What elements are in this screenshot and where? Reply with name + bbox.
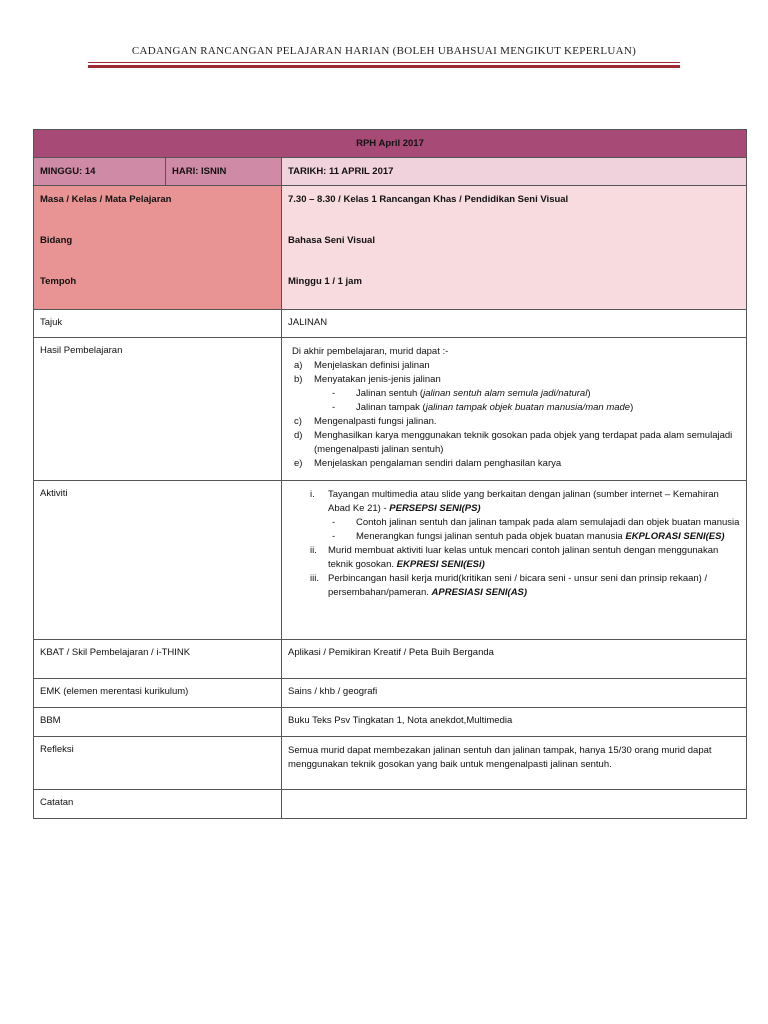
header-rule-thick [88,65,680,68]
tajuk-value: JALINAN [282,310,747,338]
catatan-label: Catatan [34,790,282,819]
band-title: RPH April 2017 [34,130,747,158]
minggu-cell: MINGGU: 14 [34,158,166,186]
hasil-label: Hasil Pembelajaran [34,338,282,481]
objective-item: b) Menyatakan jenis-jenis jalinan [294,374,441,385]
bbm-value: Buku Teks Psv Tingkatan 1, Nota anekdot,Multimedia [282,708,747,737]
refleksi-row [34,737,747,790]
objective-item: d) Menghasilkan karya menggunakan teknik gosokan pada objek yang terdapat pada alam semulajadi (mengenalpasti jalinan sentuh) [294,430,733,455]
tempoh-label: Tempoh [40,276,77,287]
bidang-label: Bidang [40,235,73,246]
hari-cell: HARI: ISNIN [166,158,282,186]
tajuk-row [34,310,747,338]
tempoh-value: Minggu 1 / 1 jam [288,276,362,287]
date-row [34,158,747,186]
bbm-row [34,708,747,737]
bbm-label: BBM [34,708,282,737]
refleksi-label: Refleksi [34,737,282,790]
refleksi-value: Semua murid dapat membezakan jalinan sentuh dan jalinan tampak, hanya 15/30 orang murid dapat menggunakan teknik gosokan yang baik untuk mengenalpasti jalinan sentuh. [282,737,747,790]
kbat-value: Aplikasi / Pemikiran Kreatif / Peta Buih Berganda [282,640,747,679]
tajuk-label: Tajuk [34,310,282,338]
catatan-value [282,790,747,819]
hasil-content [282,338,747,481]
page-header-title: CADANGAN RANCANGAN PELAJARAN HARIAN (BOLEH UBAHSUAI MENGIKUT KEPERLUAN) [131,45,637,57]
masa-value: 7.30 – 8.30 / Kelas 1 Rancangan Khas / Pendidikan Seni Visual [288,194,569,205]
objective-item: a) Menjelaskan definisi jalinan [294,360,430,371]
activity-item: ii. Murid membuat aktiviti luar kelas untuk mencari contoh jalinan sentuh dengan menggunakan teknik gosokan. EKPRESI SENI(ESi) [310,545,719,570]
emk-row [34,679,747,708]
hasil-row [34,338,747,481]
objective-item: c) Mengenalpasti fungsi jalinan. [294,416,437,427]
aktiviti-content [282,481,747,640]
kbat-label: KBAT / Skil Pembelajaran / i-THINK [34,640,282,679]
kbat-row [34,640,747,679]
objective-item: e) Menjelaskan pengalaman sendiri dalam penghasilan karya [294,458,562,469]
info-row [34,186,747,310]
rph-table [33,129,747,819]
header-rule-thin [88,62,680,63]
aktiviti-row [34,481,747,640]
catatan-row [34,790,747,819]
masa-label: Masa / Kelas / Mata Pelajaran [40,194,172,205]
aktiviti-label: Aktiviti [34,481,282,640]
hasil-intro: Di akhir pembelajaran, murid dapat :- [292,346,449,357]
band-row [34,130,747,158]
emk-label: EMK (elemen merentasi kurikulum) [34,679,282,708]
activity-subitem: - Menerangkan fungsi jalinan sentuh pada objek buatan manusia EKPLORASI SENI(ES) [332,531,725,542]
activity-item: iii. Perbincangan hasil kerja murid(kritikan seni / bicara seni - unsur seni dan prinsip rekaan) / persembahan/pameran. APRESIASI SENI(AS) [310,573,708,598]
tarikh-cell: TARIKH: 11 APRIL 2017 [282,158,747,186]
bidang-value: Bahasa Seni Visual [288,235,375,246]
objective-subitem: - Jalinan tampak (jalinan tampak objek buatan manusia/man made) [332,402,634,413]
objective-subitem: - Jalinan sentuh (jalinan sentuh alam semula jadi/natural) [332,388,591,399]
info-labels [34,186,282,310]
activity-item: i. Tayangan multimedia atau slide yang berkaitan dengan jalinan (sumber internet – Kemahiran Abad Ke 21) - PERSEPSI SENI(PS) [310,489,719,514]
emk-value: Sains / khb / geografi [282,679,747,708]
info-values [282,186,747,310]
activity-subitem: - Contoh jalinan sentuh dan jalinan tampak pada alam semulajadi dan objek buatan manusia [332,517,740,528]
